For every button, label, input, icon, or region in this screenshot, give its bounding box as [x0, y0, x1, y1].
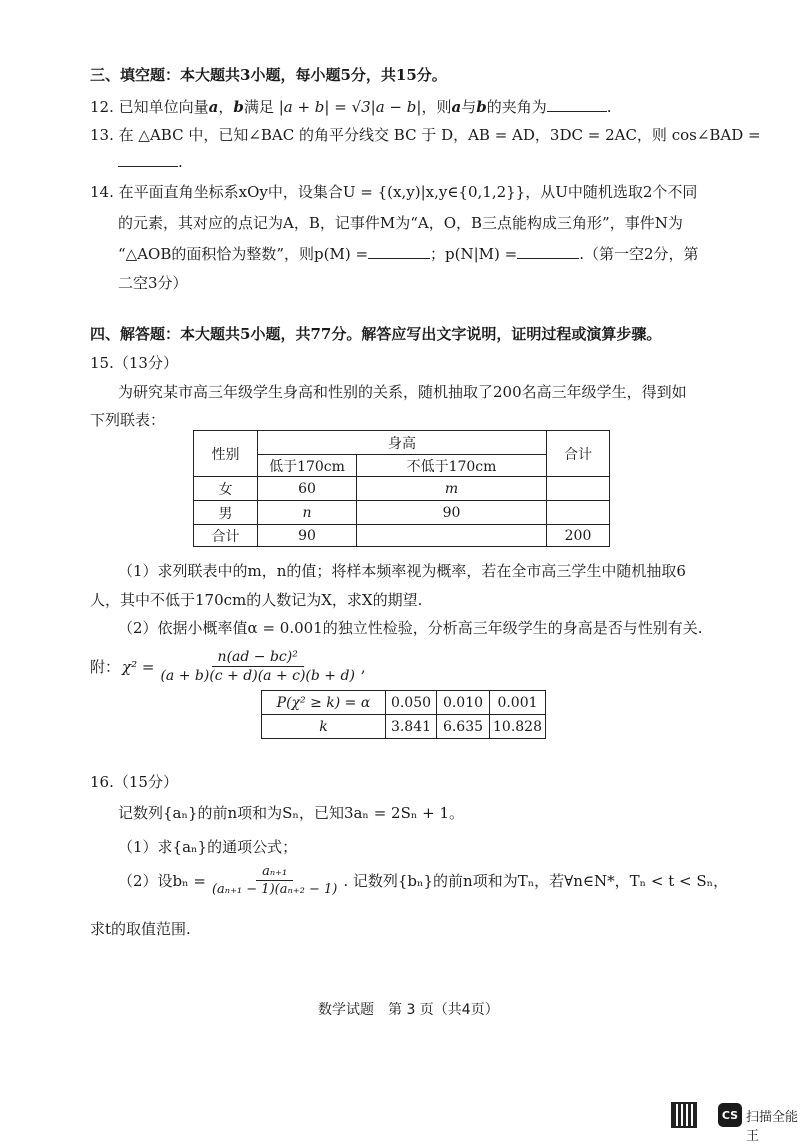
question-12: 12. 已知单位向量a，b满足 |a + b| = √3|a − b|，则a与b的夹角为 . [90, 98, 612, 116]
formula-fraction [154, 649, 360, 684]
q14-text-pnm: ；p(N|M) = [430, 245, 518, 263]
q16-fraction [206, 864, 343, 897]
q16-part-2-tail: 求t的取值范围. [90, 920, 191, 938]
table-row-label: 合计 [194, 525, 258, 547]
table-cell: m [357, 477, 547, 501]
page-footer: 数学试题 第 3 页（共4页） [318, 1002, 499, 1018]
q16-part-1: （1）求{aₙ}的通项公式； [118, 838, 298, 856]
q14-number: 14. [90, 183, 114, 201]
camscanner-logo-icon: CS [718, 1103, 742, 1127]
q14-line-4: 二空3分） [118, 274, 188, 292]
table-cell: 60 [258, 477, 357, 501]
table-cell: 200 [547, 525, 610, 547]
q13-number: 13. [90, 126, 114, 144]
q15-title: 15.（13分） [90, 354, 178, 372]
table-row-label: 男 [194, 501, 258, 525]
qr-code-icon [671, 1102, 697, 1128]
formula-lhs: χ² = [122, 657, 155, 676]
q12-end: . [606, 98, 612, 116]
section-3-heading: 三、填空题：本大题共3小题，每小题5分，共15分。 [90, 66, 447, 84]
section-4-heading: 四、解答题：本大题共5小题，共77分。解答应写出文字说明，证明过程或演算步骤。 [90, 325, 662, 343]
q16-part-2-lead: （2）设bₙ = [118, 872, 206, 890]
table-cell: 90 [357, 501, 547, 525]
q14-line-2: 的元素，其对应的点记为A，B，记事件M为“A，O，B三点能构成三角形”，事件N为 [118, 214, 683, 232]
q16-part-2-rest: . 记数列{bₙ}的前n项和为Tₙ，若∀n∈N*，Tₙ < t < Sₙ， [343, 872, 729, 890]
q14-line-1 [90, 181, 697, 202]
table-cell [357, 525, 547, 547]
q15-part-1-line-1: （1）求列联表中的m，n的值；将样本频率视为概率，若在全市高三学生中随机抽取6 [118, 562, 686, 580]
q12-number: 12. [90, 98, 114, 116]
critical-value-table [261, 690, 546, 739]
q12-text-d: 与 [461, 98, 477, 116]
q15-part-1-line-2: 人，其中不低于170cm的人数记为X，求X的期望. [90, 591, 423, 609]
q16-numerator: aₙ₊₁ [256, 864, 293, 881]
q14-text-pm: “△AOB的面积恰为整数”，则p(M) = [118, 245, 369, 263]
q12-vec-a: a [208, 98, 219, 116]
table-cell [547, 477, 610, 501]
q15-part-2: （2）依据小概率值α = 0.001的独立性检验，分析高三年级学生的身高是否与性别有关. [118, 619, 703, 637]
table-header-low: 低于170cm [258, 455, 357, 477]
q15-intro-2: 下列联表： [90, 411, 166, 429]
formula-end: , [360, 657, 366, 676]
table-cell [547, 501, 610, 525]
q13-text: 在 △ABC 中，已知∠BAC 的角平分线交 BC 于 D，AB = AD，3DC = 2AC，则 cos∠BAD = [118, 126, 761, 144]
crit-k-value: 10.828 [490, 715, 546, 739]
q12-answer-blank[interactable] [547, 97, 607, 112]
table-header-total: 合计 [547, 431, 610, 477]
q13-end: . [178, 153, 183, 171]
table-cell: 90 [258, 525, 357, 547]
contingency-table [193, 430, 610, 547]
formula-note-label: 附： [90, 658, 121, 676]
q14-text-score: .（第一空2分，第 [579, 245, 699, 263]
q12-text-c: ，则 [421, 98, 452, 116]
q14-blank-2[interactable] [517, 244, 579, 259]
q13-answer-blank[interactable] [118, 152, 178, 167]
formula-denominator: (a + b)(c + d)(a + c)(b + d) [160, 668, 355, 684]
q12-expression: |a + b| = √3|a − b| [278, 98, 422, 116]
table-header-high: 不低于170cm [357, 455, 547, 477]
table-row-label: 女 [194, 477, 258, 501]
q14-text-line-1: 在平面直角坐标系xOy中，设集合U = {(x,y)|x,y∈{0,1,2}}，从U中随机选取2个不同 [118, 183, 698, 201]
q12-vec-a-2: a [451, 98, 462, 116]
crit-header-k: k [262, 715, 386, 739]
table-header-gender: 性别 [194, 431, 258, 477]
table-cell: n [258, 501, 357, 525]
q16-part-2 [118, 864, 728, 897]
crit-alpha-value: 0.050 [386, 691, 437, 715]
table-header-height: 身高 [258, 431, 547, 455]
q15-intro-1: 为研究某市高三年级学生身高和性别的关系，随机抽取了200名高三年级学生，得到如 [118, 383, 687, 401]
crit-alpha-value: 0.001 [490, 691, 546, 715]
q13-answer-line [118, 152, 183, 171]
q16-title: 16.（15分） [90, 773, 178, 791]
chi-square-formula [90, 649, 366, 684]
crit-k-value: 6.635 [437, 715, 490, 739]
q16-intro: 记数列{aₙ}的前n项和为Sₙ，已知3aₙ = 2Sₙ + 1。 [118, 804, 464, 822]
formula-numerator: n(ad − bc)² [212, 649, 304, 667]
camscanner-watermark-text: 扫描全能王 [746, 1110, 799, 1144]
crit-alpha-value: 0.010 [437, 691, 490, 715]
q12-text-b: 满足 [243, 98, 274, 116]
q16-denominator: (aₙ₊₁ − 1)(aₙ₊₂ − 1) [211, 882, 338, 897]
q14-blank-1[interactable] [368, 244, 430, 259]
q14-line-3 [118, 243, 699, 264]
q12-vec-b-2: b [476, 98, 487, 116]
crit-header-alpha: P(χ² ≥ k) = α [262, 691, 386, 715]
question-13 [90, 124, 761, 145]
q12-vec-b: b [233, 98, 244, 116]
q12-text-e: 的夹角为 [486, 98, 547, 116]
crit-k-value: 3.841 [386, 715, 437, 739]
q12-text-a: 已知单位向量 [118, 98, 209, 116]
